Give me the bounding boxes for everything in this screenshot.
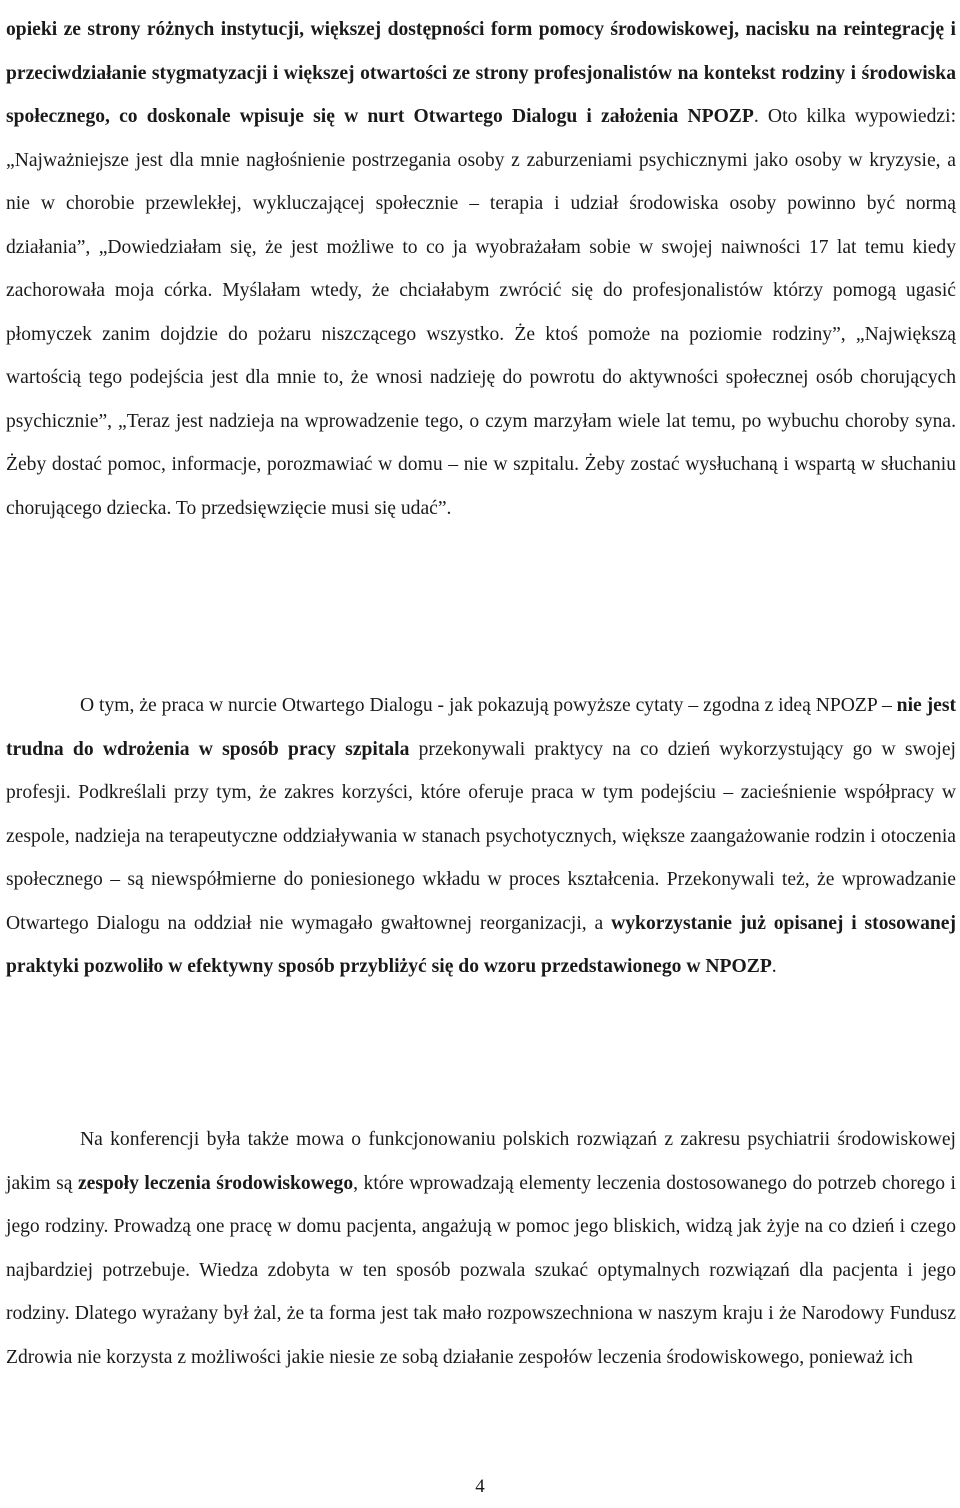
- paragraph-community-teams: [6, 1118, 956, 1379]
- paragraph-quotes: [6, 8, 956, 530]
- paragraph-text: .: [771, 956, 777, 977]
- paragraph-open-dialogue: [6, 684, 956, 989]
- paragraph-text: . Oto kilka wypowiedzi: „Najważniejsze jest dla mnie nagłośnienie postrzegania osoby z zaburzeniami psychicznymi jako osoby w kryzysie, a nie w chorobie przewlekłej, wykluczającej społecznie – terapia i udział środowiska osoby powinno być normą działania”, „Dowiedziałam się, że jest możliwe to co ja wyobrażałam sobie w swojej naiwności 17 lat temu kiedy zachorowała moja córka. Myślałam wtedy, że chciałabym zwrócić się do profesjonalistów którzy pomogą ugasić płomyczek zanim dojdzie do pożaru niszczącego wszystko. Że ktoś pomoże na poziomie rodziny”, „Największą wartością tego podejścia jest dla mnie to, że wnosi nadzieję do powrotu do aktywności społecznej osób chorujących psychicznie”, „Teraz jest nadzieja na wprowadzenie tego, o czym marzyłam wiele lat temu, po wybuchu choroby syna. Żeby dostać pomoc, informacje, porozmawiać w domu – nie w szpitalu. Żeby zostać wysłuchaną i wspartą w słuchaniu chorującego dziecka. To przedsięwzięcie musi się udać”.: [6, 106, 957, 519]
- paragraph-text: przekonywali praktycy na co dzień wykorzystujący go w swojej profesji. Podkreślali przy tym, że zakres korzyści, które oferuje praca w tym podejściu – zacieśnienie współpracy w zespole, nadzieja na terapeutyczne oddziaływania w stanach psychotycznych, większe zaangażowanie rodzin i otoczenia społecznego – są niewspółmierne do poniesionego wkładu w proces kształcenia. Przekonywali też, że wprowadzanie Otwartego Dialogu na oddział nie wymagało gwałtownej reorganizacji, a: [6, 738, 956, 934]
- paragraph-bold-text: nie jest trudna do wdrożenia w sposób pracy szpitala: [6, 695, 956, 760]
- paragraph-bold-lead: opieki ze strony różnych instytucji, większej dostępności form pomocy środowiskowej, nacisku na reintegrację i przeciwdziałanie stygmatyzacji i większej otwartości ze strony profesjonalistów na kontekst rodziny i środowiska społecznego, co doskonale wpisuje się w nurt Otwartego Dialogu i założenia NPOZP: [6, 19, 956, 127]
- paragraph-text: , które wprowadzają elementy leczenia dostosowanego do potrzeb chorego i jego rodziny. Prowadzą one pracę w domu pacjenta, angażują w pomoc jego bliskich, widzą jak żyje na co dzień i czego najbardziej potrzebuje. Wiedza zdobyta w ten sposób pozwala szukać optymalnych rozwiązań dla pacjenta i jego rodziny. Dlatego wyrażany był żal, że ta forma jest tak mało rozpowszechniona w naszym kraju i że Narodowy Fundusz Zdrowia nie korzysta z możliwości jakie niesie ze sobą działanie zespołów leczenia środowiskowego, ponieważ ich: [6, 1172, 956, 1368]
- page-number: 4: [475, 1476, 485, 1497]
- paragraph-bold-text: wykorzystanie już opisanej i stosowanej praktyki pozwoliło w efektywny sposób przybliżyć się do wzoru przedstawionego w NPOZP: [6, 912, 956, 977]
- paragraph-text: O tym, że praca w nurcie Otwartego Dialogu - jak pokazują powyższe cytaty – zgodna z ideą NPOZP –: [80, 695, 897, 716]
- paragraph-text: Na konferencji była także mowa o funkcjonowaniu polskich rozwiązań z zakresu psychiatrii środowiskowej jakim są: [6, 1129, 956, 1194]
- paragraph-bold-text: zespoły leczenia środowiskowego: [77, 1172, 354, 1194]
